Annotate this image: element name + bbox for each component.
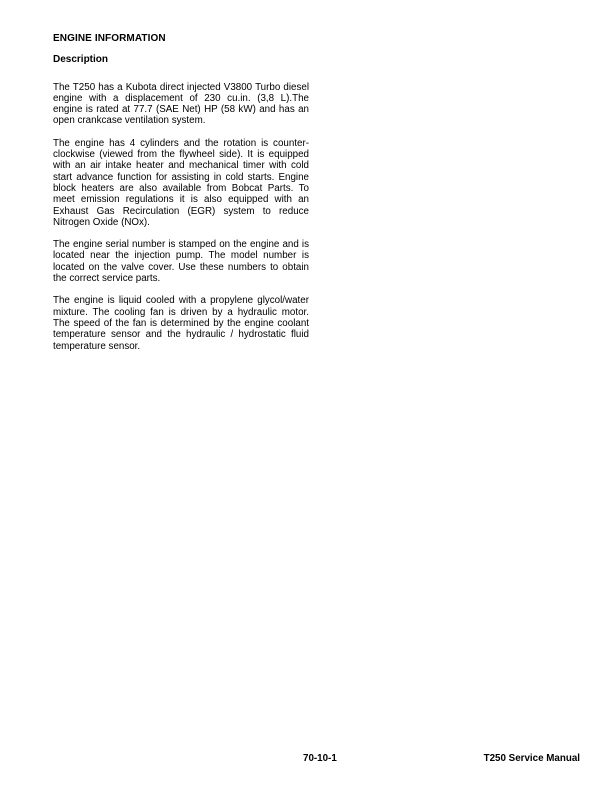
section-heading: ENGINE INFORMATION (53, 33, 166, 44)
page-content (53, 33, 309, 363)
paragraph-cooling-system: The engine is liquid cooled with a propylene glycol/water mixture. The cooling fan is driven by a hydraulic motor. The speed of the fan is determined by the engine coolant temperature sensor and the hydraulic / hydrostatic fluid temperature sensor. (53, 295, 309, 352)
paragraph-serial-number: The engine serial number is stamped on the engine and is located near the injection pump. The model number is located on the valve cover. Use these numbers to obtain the correct service parts. (53, 239, 309, 285)
page-number: 70-10-1 (303, 753, 337, 764)
paragraph-cylinders-rotation: The engine has 4 cylinders and the rotation is counter-clockwise (viewed from the flywheel side). It is equipped with an air intake heater and mechanical timer with cold start advance function for assisting in cold starts. Engine block heaters are also available from Bobcat Parts. To meet emission regulations it is also equipped with an Exhaust Gas Recirculation (EGR) system to reduce Nitrogen Oxide (NOx). (53, 137, 309, 228)
paragraph-engine-specs: The T250 has a Kubota direct injected V3800 Turbo diesel engine with a displacement of 230 cu.in. (3,8 L).The engine is rated at 77.7 (SAE Net) HP (58 kW) and has an open crankcase ventilation system. (53, 81, 309, 127)
page-footer (0, 753, 612, 765)
description-subheading: Description (53, 54, 109, 66)
manual-title: T250 Service Manual (483, 753, 580, 764)
